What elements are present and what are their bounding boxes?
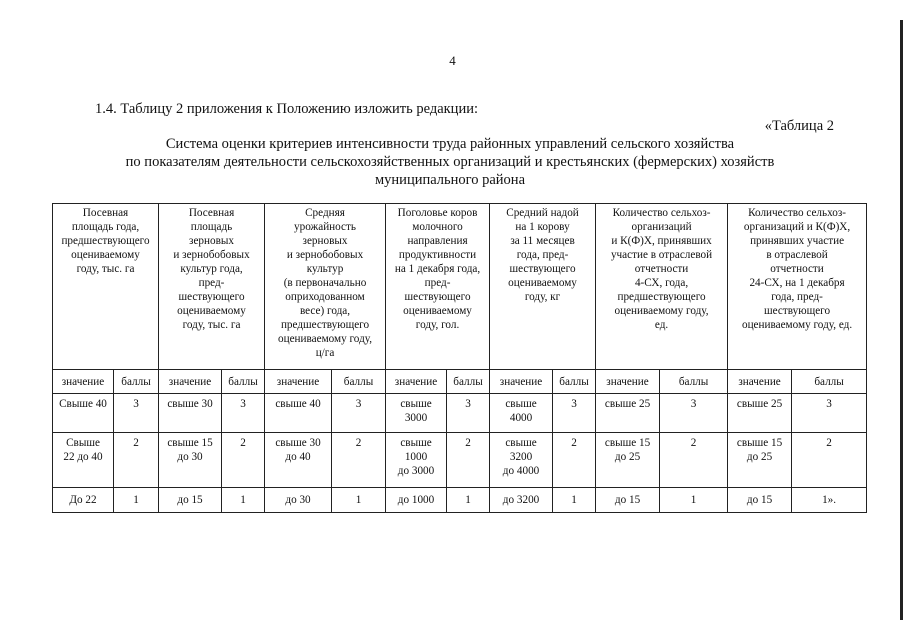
column-header: Поголовье коров молочного направления продуктивности на 1 декабря года, пред- шествующего оцениваемому году, гол. [386,204,490,370]
points-cell: 3 [114,394,159,433]
points-cell: 2 [660,433,728,488]
table-reference: «Таблица 2 [764,118,834,134]
points-cell: 3 [222,394,265,433]
criteria-table [52,203,867,513]
subheader-value: значение [265,370,332,394]
value-cell: свыше 1000 до 3000 [386,433,447,488]
value-cell: Свыше 40 [53,394,114,433]
subheader-value: значение [596,370,660,394]
points-cell: 3 [332,394,386,433]
points-cell: 2 [114,433,159,488]
points-cell: 1 [553,488,596,513]
column-header: Посевная площадь зерновых и зернобобовых культур года, пред- шествующего оцениваемому году, тыс. га [159,204,265,370]
value-cell: до 3200 [490,488,553,513]
subheader-points: баллы [332,370,386,394]
table-row [53,488,867,513]
value-cell: свыше 15 до 25 [728,433,792,488]
points-cell: 3 [447,394,490,433]
subheader-points: баллы [222,370,265,394]
value-cell: свыше 25 [596,394,660,433]
table-row [53,394,867,433]
heading-line: муниципального района [375,172,525,188]
value-cell: до 15 [596,488,660,513]
value-cell: свыше 3000 [386,394,447,433]
scan-edge-line [900,20,903,620]
subheader-points: баллы [114,370,159,394]
heading-line: Система оценки критериев интенсивности труда районных управлений сельского хозяйства [165,136,735,152]
intro-text: 1.4. Таблицу 2 приложения к Положению изложить редакции: [95,101,478,117]
value-cell: Свыше 22 до 40 [53,433,114,488]
subheader-points: баллы [660,370,728,394]
points-cell: 1». [792,488,867,513]
subheader-value: значение [53,370,114,394]
subheader-value: значение [728,370,792,394]
subheader-points: баллы [792,370,867,394]
points-cell: 1 [660,488,728,513]
subheader-value: значение [386,370,447,394]
value-cell: свыше 3200 до 4000 [490,433,553,488]
points-cell: 1 [332,488,386,513]
points-cell: 1 [222,488,265,513]
value-cell: до 1000 [386,488,447,513]
heading-line: по показателям деятельности сельскохозяйственных организаций и крестьянских (фермерских) хозяйств [125,154,775,170]
points-cell: 2 [222,433,265,488]
value-cell: До 22 [53,488,114,513]
points-cell: 3 [792,394,867,433]
page-number: 4 [449,53,456,68]
column-header: Посевная площадь года, предшествующего оцениваемому году, тыс. га [53,204,159,370]
value-cell: свыше 25 [728,394,792,433]
table-heading [90,135,810,189]
column-header: Средний надой на 1 корову за 11 месяцев года, пред- шествующего оцениваемому году, кг [490,204,596,370]
header-row [53,204,867,370]
value-cell: до 15 [159,488,222,513]
column-header: Количество сельхоз- организаций и К(Ф)Х, принявших участие в отраслевой отчетности 4-СХ, года, предшествующего оцениваемому году, ед. [596,204,728,370]
value-cell: свыше 15 до 30 [159,433,222,488]
points-cell: 2 [332,433,386,488]
points-cell: 3 [660,394,728,433]
value-cell: свыше 4000 [490,394,553,433]
subheader-value: значение [490,370,553,394]
points-cell: 1 [114,488,159,513]
points-cell: 2 [792,433,867,488]
points-cell: 2 [553,433,596,488]
subheader-points: баллы [553,370,596,394]
value-cell: свыше 40 [265,394,332,433]
column-header: Средняя урожайность зерновых и зернобобовых культур (в первоначально оприходованном весе) года, предшествующего оцениваемому году, ц/га [265,204,386,370]
points-cell: 2 [447,433,490,488]
value-cell: свыше 30 до 40 [265,433,332,488]
subheader-value: значение [159,370,222,394]
value-cell: свыше 30 [159,394,222,433]
value-cell: свыше 15 до 25 [596,433,660,488]
value-cell: до 30 [265,488,332,513]
subheader-row [53,370,867,394]
table-row [53,433,867,488]
column-header: Количество сельхоз- организаций и К(Ф)Х, принявших участие в отраслевой отчетности 24-СХ, на 1 декабря года, пред- шествующего оцениваемому году, ед. [728,204,867,370]
points-cell: 3 [553,394,596,433]
value-cell: до 15 [728,488,792,513]
points-cell: 1 [447,488,490,513]
subheader-points: баллы [447,370,490,394]
